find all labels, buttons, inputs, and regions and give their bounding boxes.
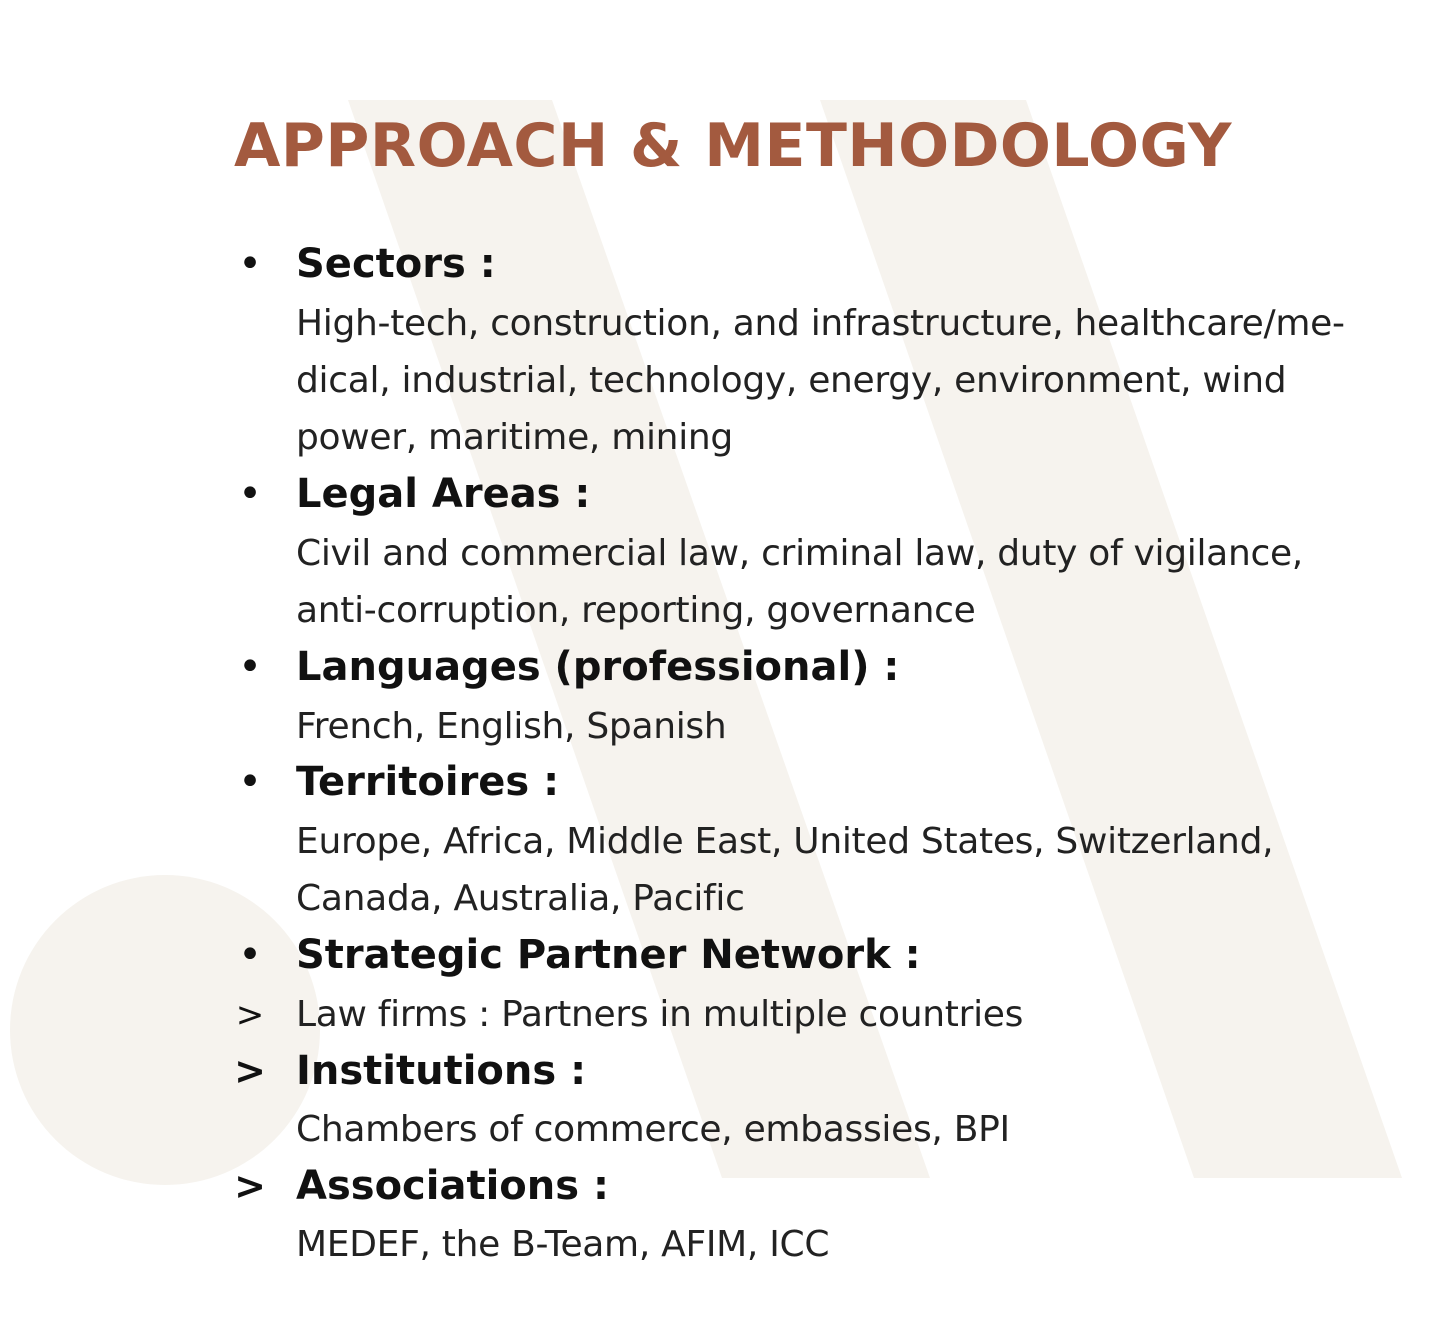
associations-heading: Associations :	[296, 1163, 609, 1209]
bullet-icon: •	[238, 241, 262, 287]
arrow-icon: >	[234, 1049, 266, 1093]
legal-areas-heading: Legal Areas :	[296, 471, 591, 517]
languages-text-line: French, English, Spanish	[296, 706, 727, 747]
institutions-heading: Institutions :	[296, 1048, 587, 1094]
sectors-heading: Sectors :	[296, 241, 496, 287]
bullet-icon: •	[238, 644, 262, 690]
sectors-text-line: High-tech, construction, and infrastructure, healthcare/me-	[296, 303, 1345, 344]
bullet-icon: •	[238, 932, 262, 978]
page-title: APPROACH & METHODOLOGY	[234, 111, 1232, 181]
law-firms-text: Law firms : Partners in multiple countries	[296, 994, 1024, 1035]
bullet-icon: •	[238, 759, 262, 805]
territoires-text-line: Europe, Africa, Middle East, United States, Switzerland,	[296, 821, 1274, 862]
partner-network-heading: Strategic Partner Network :	[296, 932, 921, 978]
arrow-icon: >	[235, 995, 265, 1035]
sectors-text-line: power, maritime, mining	[296, 417, 733, 458]
institutions-text-line: Chambers of commerce, embassies, BPI	[296, 1109, 1010, 1150]
legal-areas-text-line: Civil and commercial law, criminal law, duty of vigilance,	[296, 533, 1303, 574]
arrow-icon: >	[234, 1164, 266, 1208]
legal-areas-text-line: anti-corruption, reporting, governance	[296, 590, 976, 631]
associations-text-line: MEDEF, the B-Team, AFIM, ICC	[296, 1224, 830, 1265]
languages-heading: Languages (professional) :	[296, 644, 900, 690]
sectors-text-line: dical, industrial, technology, energy, environment, wind	[296, 360, 1287, 401]
bullet-icon: •	[238, 471, 262, 517]
territoires-heading: Territoires :	[296, 759, 560, 805]
territoires-text-line: Canada, Australia, Pacific	[296, 878, 745, 919]
